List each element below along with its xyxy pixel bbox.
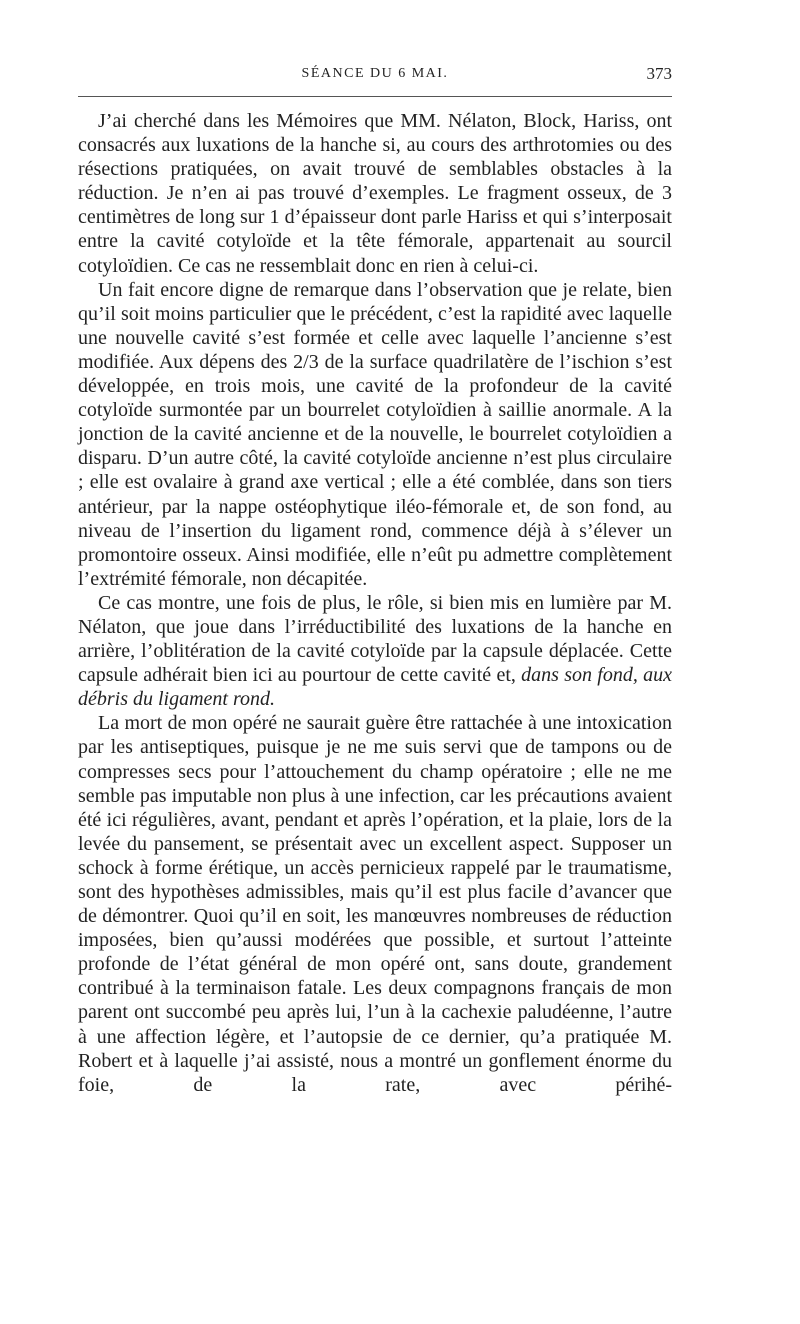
body-text <box>78 109 672 1097</box>
header-rule <box>78 96 672 97</box>
paragraph-4: La mort de mon opéré ne saurait guère être rattachée à une intoxication par les antiseptiques, puisque je ne me suis servi que de tampons ou de compresses secs pour l’attouchement du champ opératoire ; elle ne me semble pas imputable non plus à une infection, car les précautions avaient été ici régulières, avant, pendant et après l’opération, et la plaie, lors de la levée du pansement, se présentait avec un excellent aspect. Supposer un schock à forme érétique, un accès pernicieux rappelé par le traumatisme, sont des hypothèses admissibles, mais qu’il est plus facile d’avancer que de démontrer. Quoi qu’il en soit, les manœuvres nombreuses de réduction imposées, bien qu’aussi modérées que possible, et surtout l’atteinte profonde de l’état général de mon opéré ont, sans doute, grandement contribué à la terminaison fatale. Les deux compagnons français de mon parent ont succombé peu après lui, l’un à la cachexie paludéenne, l’autre à une affection légère, et l’autopsie de ce dernier, qu’a pratiquée M. Robert et à laquelle j’ai assisté, nous a montré un gonflement énorme du foie, de la rate, avec périhé- <box>78 712 672 1096</box>
running-title: SÉANCE DU 6 MAI. <box>301 66 449 81</box>
page-number: 373 <box>646 64 672 83</box>
paragraph-3-italic: dans son fond, aux débris du ligament rond. <box>78 664 672 711</box>
paragraph-3 <box>78 591 672 711</box>
book-page <box>78 58 672 1097</box>
paragraph-3-text: Ce cas montre, une fois de plus, le rôle, si bien mis en lumière par M. Nélaton, que joue dans l’irréductibilité des luxations de la hanche en arrière, l’oblitération de la cavité cotyloïde par la capsule déplacée. Cette capsule adhérait bien ici au pourtour de cette cavité et, <box>78 591 672 687</box>
paragraph-2: Un fait encore digne de remarque dans l’observation que je relate, bien qu’il soit moins particulier que le précédent, c’est la rapidité avec laquelle une nouvelle cavité s’est formée et celle avec laquelle l’ancienne s’est modifiée. Aux dépens des 2/3 de la surface quadrilatère de l’ischion s’est développée, en trois mois, une cavité de la profondeur de la cavité cotyloïde surmontée par un bourrelet cotyloïdien à saillie anormale. A la jonction de la cavité ancienne et de la nouvelle, le bourrelet cotyloïdien a disparu. D’un autre côté, la cavité cotyloïde ancienne n’est plus circulaire ; elle est ovalaire à grand axe vertical ; elle a été comblée, dans son tiers antérieur, par la nappe ostéophytique iléo-fémorale et, de son fond, au niveau de l’insertion du ligament rond, commence déjà à s’élever un promontoire osseux. Ainsi modifiée, elle n’eût pu admettre complètement l’extrémité fémorale, non décapitée. <box>78 278 672 590</box>
running-head <box>78 58 672 88</box>
paragraph-1: J’ai cherché dans les Mémoires que MM. Nélaton, Block, Hariss, ont consacrés aux luxations de la hanche si, au cours des arthrotomies ou des résections pratiquées, on avait trouvé de semblables obstacles à la réduction. Je n’en ai pas trouvé d’exemples. Le fragment osseux, de 3 centimètres de long sur 1 d’épaisseur dont parle Hariss et qui s’interposait entre la cavité cotyloïde et la tête fémorale, appartenait au sourcil cotyloïdien. Ce cas ne ressemblait donc en rien à celui-ci. <box>78 110 672 277</box>
